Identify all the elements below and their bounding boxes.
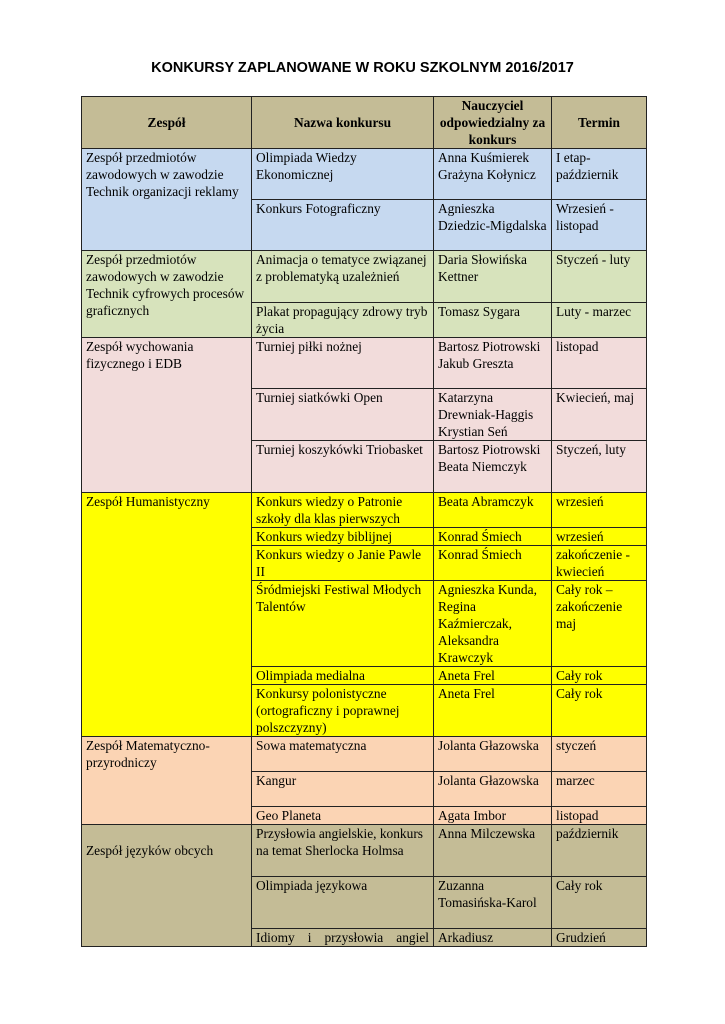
table-row <box>82 493 647 528</box>
term-cell: Wrzesień - listopad <box>552 200 647 251</box>
teacher-cell: Katarzyna Drewniak-Haggis Krystian Seń <box>434 389 552 441</box>
contest-cell: Turniej koszykówki Triobasket <box>252 441 434 493</box>
term-cell: Styczeń, luty <box>552 441 647 493</box>
term-cell: Cały rok – zakończenie maj <box>552 581 647 667</box>
term-cell: Styczeń - luty <box>552 251 647 303</box>
teacher-cell: Konrad Śmiech <box>434 528 552 546</box>
teacher-cell: Anna Milczewska <box>434 825 552 877</box>
contest-cell: Konkurs wiedzy biblijnej <box>252 528 434 546</box>
teacher-cell: Agata Imbor <box>434 807 552 825</box>
teacher-cell: Beata Abramczyk <box>434 493 552 528</box>
term-cell: listopad <box>552 338 647 389</box>
contest-cell: Śródmiejski Festiwal Młodych Talentów <box>252 581 434 667</box>
contest-cell: Animacja o tematyce związanej z problematyką uzależnień <box>252 251 434 303</box>
team-cell: Zespół przedmiotów zawodowych w zawodzie Technik cyfrowych procesów graficznych <box>82 251 252 338</box>
term-cell: zakończenie - kwiecień <box>552 546 647 581</box>
term-cell: styczeń <box>552 737 647 772</box>
header-contest: Nazwa konkursu <box>252 97 434 149</box>
contest-cell: Geo Planeta <box>252 807 434 825</box>
table-row <box>82 737 647 772</box>
table-row <box>82 149 647 200</box>
contest-cell: Olimpiada Wiedzy Ekonomicznej <box>252 149 434 200</box>
teacher-cell: Anna Kuśmierek Grażyna Kołynicz <box>434 149 552 200</box>
teacher-cell: Jolanta Głazowska <box>434 772 552 807</box>
contest-cell: Kangur <box>252 772 434 807</box>
term-cell: Kwiecień, maj <box>552 389 647 441</box>
contest-cell: Sowa matematyczna <box>252 737 434 772</box>
contest-cell: Konkurs wiedzy o Janie Pawle II <box>252 546 434 581</box>
table-row <box>82 825 647 877</box>
term-cell: Cały rok <box>552 667 647 685</box>
contest-cell: Turniej siatkówki Open <box>252 389 434 441</box>
teacher-cell: Daria Słowińska Kettner <box>434 251 552 303</box>
header-teacher: Nauczyciel odpowiedzialny za konkurs <box>434 97 552 149</box>
contest-cell: Turniej piłki nożnej <box>252 338 434 389</box>
contest-cell: Konkurs Fotograficzny <box>252 200 434 251</box>
teacher-cell: Bartosz Piotrowski Jakub Greszta <box>434 338 552 389</box>
term-cell: Cały rok <box>552 685 647 737</box>
teacher-cell: Agnieszka Dziedzic-Migdalska <box>434 200 552 251</box>
teacher-cell: Aneta Frel <box>434 667 552 685</box>
team-cell: Zespół Humanistyczny <box>82 493 252 737</box>
teacher-cell: Konrad Śmiech <box>434 546 552 581</box>
term-cell: październik <box>552 825 647 877</box>
team-cell: Zespół Matematyczno-przyrodniczy <box>82 737 252 825</box>
header-row <box>82 97 647 149</box>
teacher-cell: Tomasz Sygara <box>434 303 552 338</box>
term-cell: wrzesień <box>552 528 647 546</box>
team-cell: Zespół języków obcych <box>82 825 252 947</box>
header-term: Termin <box>552 97 647 149</box>
contest-cell: Konkursy polonistyczne (ortograficzny i poprawnej polszczyzny) <box>252 685 434 737</box>
term-cell: I etap- październik <box>552 149 647 200</box>
contest-cell: Przysłowia angielskie, konkurs na temat Sherlocka Holmsa <box>252 825 434 877</box>
teacher-cell: Zuzanna Tomasińska-Karol <box>434 877 552 929</box>
term-cell: Grudzień <box>552 929 647 947</box>
page-title: KONKURSY ZAPLANOWANE W ROKU SZKOLNYM 2016/2017 <box>151 60 574 76</box>
teacher-cell: Jolanta Głazowska <box>434 737 552 772</box>
teacher-cell: Aneta Frel <box>434 685 552 737</box>
contest-cell: Olimpiada językowa <box>252 877 434 929</box>
contest-cell: Idiomy i przysłowia angiel <box>252 929 434 947</box>
contest-cell: Konkurs wiedzy o Patronie szkoły dla klas pierwszych <box>252 493 434 528</box>
term-cell: marzec <box>552 772 647 807</box>
term-cell: Cały rok <box>552 877 647 929</box>
teacher-cell: Agnieszka Kunda, Regina Kaźmierczak, Aleksandra Krawczyk <box>434 581 552 667</box>
teacher-cell: Arkadiusz <box>434 929 552 947</box>
term-cell: wrzesień <box>552 493 647 528</box>
team-cell: Zespół przedmiotów zawodowych w zawodzie Technik organizacji reklamy <box>82 149 252 251</box>
term-cell: listopad <box>552 807 647 825</box>
contests-table <box>81 96 647 947</box>
table-row <box>82 338 647 389</box>
teacher-cell: Bartosz Piotrowski Beata Niemczyk <box>434 441 552 493</box>
header-team: Zespół <box>82 97 252 149</box>
term-cell: Luty - marzec <box>552 303 647 338</box>
team-cell: Zespół wychowania fizycznego i EDB <box>82 338 252 493</box>
contest-cell: Olimpiada medialna <box>252 667 434 685</box>
table-row <box>82 251 647 303</box>
contest-cell: Plakat propagujący zdrowy tryb życia <box>252 303 434 338</box>
